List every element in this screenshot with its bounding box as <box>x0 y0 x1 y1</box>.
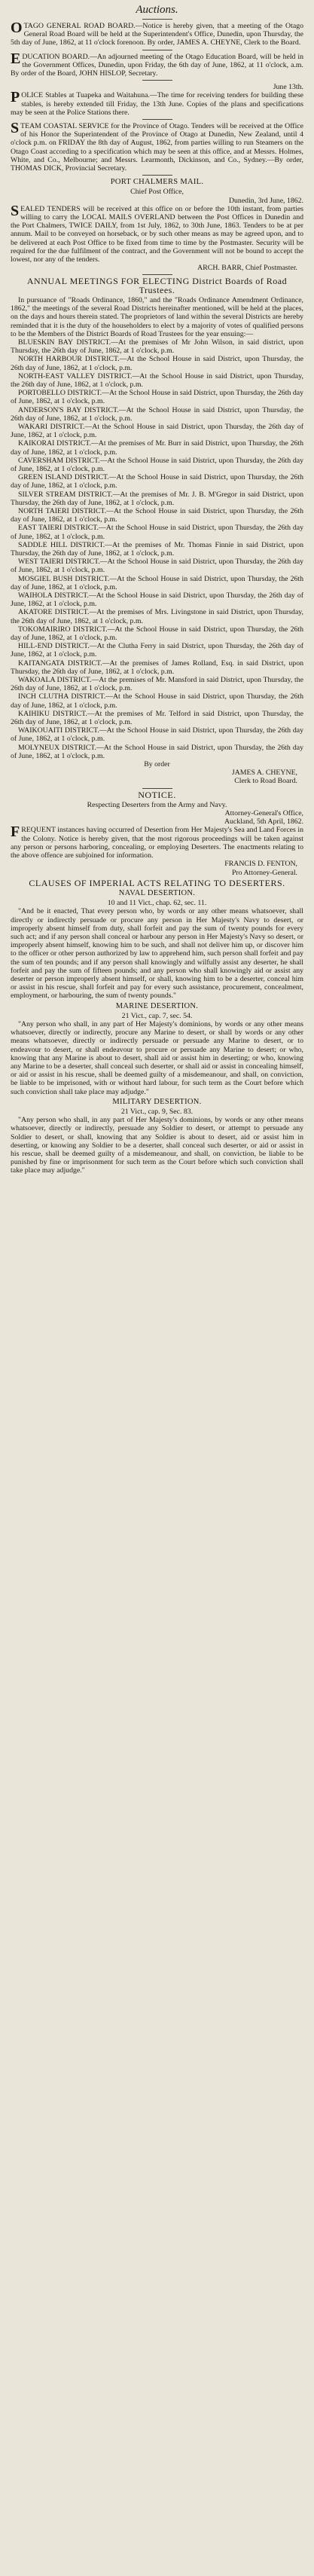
clause-sections <box>11 889 303 1175</box>
divider <box>142 19 172 20</box>
district-entry: KAIHIKU DISTRICT.—At the premises of Mr. Telford in said District, upon Thursday, the 26th day of June, 1862, at 1 o'clock, p.m. <box>11 709 303 727</box>
divider <box>142 274 172 275</box>
notice-title: NOTICE. <box>138 789 176 800</box>
clauses-title: CLAUSES OF IMPERIAL ACTS RELATING TO DESERTERS. <box>29 877 285 888</box>
drop-cap: S <box>11 202 20 219</box>
district-entry: BLUESKIN BAY DISTRICT.—At the premises of Mr John Wilson, in said district, upon Thursday, the 26th day of June, 1862, at 1 o'clock, p.m. <box>11 338 303 356</box>
mail-subtitle: Chief Post Office, <box>130 188 184 197</box>
ad-text: DUCATION BOARD.—An adjourned meeting of the Otago Education Board, will be held in the Government Offices, Dunedin, upon Friday, the 6th day of June, 1862, at 11 o'clock, a.m. By order of the Board, JOHN HISLOP, Secretary. <box>11 52 303 78</box>
district-entry: HILL-END DISTRICT.—At the Clutha Ferry in said District, upon Thursday, the 26th day of June, 1862, at 1 o'clock, p.m. <box>11 642 303 659</box>
newspaper-column <box>0 0 314 1175</box>
ad-road-board <box>11 22 303 47</box>
drop-cap: O <box>11 20 23 36</box>
by-order: By order <box>144 760 170 769</box>
district-entry: WEST TAIERI DISTRICT.—At the School House in said District, upon Thursday, the 26th day of June, 1862, at 1 o'clock, p.m. <box>11 558 303 575</box>
ad-text: TAGO GENERAL ROAD BOARD.—Notice is hereby given, that a meeting of the Otago General Road Board will be held at the Superintendent's Office, Dunedin, upon Thursday, the 5th day of June, 1862, at 11 o'clock forenoon. By order, JAMES A. CHEYNE, Clerk to the Board. <box>11 22 303 47</box>
district-entry: NORTH-EAST VALLEY DISTRICT.—At the School House in said District, upon Thursday, the 26th day of June, 1862, at 1 o'clock, p.m. <box>11 371 303 389</box>
ad-port-chalmers-mail <box>11 178 303 272</box>
clause-heading: MARINE DESERTION. <box>115 1001 199 1010</box>
district-entry: KAIKORAI DISTRICT.—At the premises of Mr. Burr in said District, upon Thursday, the 26th day of June, 1862, at 1 o'clock, p.m. <box>11 439 303 457</box>
district-entry: CAVERSHAM DISTRICT.—At the School House in said District, upon Thursday, the 26th day of June, 1862, at 1 o'clock, p.m. <box>11 456 303 473</box>
district-entry: AKATORE DISTRICT.—At the premises of Mrs. Livingstone in said District, upon Thursday, the 26th day of June, 1862, at 1 o'clock, p.m. <box>11 608 303 625</box>
meetings-signature: JAMES A. CHEYNE, <box>231 769 297 778</box>
imperial-clauses <box>11 879 303 1175</box>
ad-text: TEAM COASTAL SERVICE for the Province of Otago. Tenders will be received at the Office of his Honor the Superintendent of the Province of Otago at Dunedin, New Zealand, until 4 o'clock p.m. on FRIDAY the 8th day of August, 1862, from parties willing to run Steamers on the Otago Coast according to a specification which may be seen at this office, and at Messrs. Holmes, White, and Co., Melbourne; and Messrs. Learmonth, Dickinson, and Co., Sydney.—By order, THOMAS DICK, Provincial Secretary. <box>11 122 303 173</box>
district-entry: WAIKOUAITI DISTRICT.—At the School House in said District, upon Thursday, the 26th day of June, 1862, at 1 o'clock, p.m. <box>11 726 303 744</box>
ad-annual-meetings <box>11 277 303 785</box>
ad-steam-coastal <box>11 122 303 173</box>
clause-reference: 21 Vict., cap. 9, Sec. 83. <box>120 1107 194 1116</box>
meetings-title: ANNUAL MEETINGS FOR ELECTING District Boards of Road Trustees. <box>26 276 288 295</box>
drop-cap: P <box>11 89 20 106</box>
district-entry: GREEN ISLAND DISTRICT.—At the School House in said District, upon Thursday, the 26th day of June, 1862, at 1 o'clock, p.m. <box>11 473 303 490</box>
clause-text: "And be it enacted, That every person who, by words or any other means whatsoever, shall directly or indirectly persuade or procure any person in Her Majesty's Navy to desert, or improperly absent himself from duty, shall forfeit and pay the sum of twenty pounds for every such act; and if any person shall conceal or harbour any person in Her Majesty's Navy so desert, or improperly absent himself, knowing him to be such, and shall not deliver him up, or discover him to the officer or other person authorized by law to apprehend him, such person shall forfeit and pay the sum of ten pounds; and if any person shall knowingly and wilfully assist any deserter, he shall forfeit and pay the sum of fifteen pounds; and any person who shall knowingly aid or assist any deserter or person improperly absent himself, or shall, knowing him to be a deserter, conceal him or assist in his rescue, shall forfeit and pay for every such assistance, procurement, concealment, employment, or harbouring, the sum of twenty pounds." <box>11 907 303 1001</box>
notice-text: REQUENT instances having occurred of Desertion from Her Majesty's Sea and Land Forces in the Colony. Notice is hereby given, that the most rigorous proceedings will be taken against any person or persons harboring, concealing, or employing Deserters. The enactments relating to the above offence are subjoined for information. <box>11 826 303 860</box>
mail-signature: ARCH. BARR, Chief Postmaster. <box>197 264 297 273</box>
district-entry: NORTH TAIERI DISTRICT.—At the School House in said District, upon Thursday, the 26th day of June, 1862, at 1 o'clock, p.m. <box>11 506 303 524</box>
ad-date: June 13th. <box>273 83 303 92</box>
mail-text: EALED TENDERS will be received at this office on or before the 10th instant, from parties willing to carry the LOCAL MAILS OVERLAND between the Post Offices in Dunedin and the Port Chalmers, TWICE DAILY, from 1st July, 1862, to 30th June, 1863. Tenders to be at per annum. Mail to be conveyed on horseback, or by such other means as may be agreed upon, and to be delivered at each Post Office to be fixed from time to time by the Postmaster. Security will be required for the due fulfilment of the contract, and the Government will not be bound to accept the lowest, nor any of the tenders. <box>11 204 303 264</box>
section-title: Auctions. <box>136 4 178 16</box>
district-entry: INCH CLUTHA DISTRICT.—At the School House in said District, upon Thursday, the 26th day of June, 1862, at 1 o'clock, p.m. <box>11 692 303 710</box>
ad-deserters-notice <box>11 791 303 877</box>
ad-education-board <box>11 50 303 78</box>
drop-cap: F <box>11 824 20 841</box>
divider <box>142 788 172 789</box>
divider <box>142 80 172 81</box>
district-entry: MOLYNEUX DISTRICT.—At the School House in said District, upon Thursday, the 26th day of June, 1862, at 1 o'clock, p.m. <box>11 743 303 760</box>
district-entry: ANDERSON'S BAY DISTRICT.—At the School House in said District, upon Thursday, the 26th day of June, 1862, at 1 o'clock, p.m. <box>11 405 303 423</box>
district-entry: TOKOMAIRIRO DISTRICT.—At the School House in said District, upon Thursday, the 26th day of June, 1862, at 1 o'clock, p.m. <box>11 625 303 643</box>
district-entry: PORTOBELLO DISTRICT.—At the School House in said District, upon Thursday, the 26th day of June, 1862, at 1 o'clock, p.m. <box>11 389 303 406</box>
notice-dateline: Auckland, 5th April, 1862. <box>224 817 303 827</box>
district-list <box>11 338 303 760</box>
ad-text: OLICE Stables at Tuapeka and Waitahuna.—The time for receiving tenders for building these stables, is hereby extended till Friday, the 13th June. Copies of the plans and specifications may be seen at the Police Stations there. <box>11 91 303 117</box>
clause-heading: NAVAL DESERTION. <box>118 888 196 897</box>
drop-cap: E <box>11 50 21 67</box>
district-entry: WAKOALA DISTRICT.—At the premises of Mr. Mansford in said District, upon Thursday, the 26th day of June, 1862, at 1 o'clock, p.m. <box>11 676 303 693</box>
district-entry: KAITANGATA DISTRICT.—At the premises of James Rolland, Esq. in said District, upon Thursday, the 26th day of June, 1862, at 1 o'clock, p.m. <box>11 659 303 676</box>
clause-reference: 10 and 11 Vict., chap. 62, sec. 11. <box>107 899 207 908</box>
notice-subtitle: Respecting Deserters from the Army and Navy. <box>87 800 227 809</box>
ad-police-stables <box>11 83 303 117</box>
notice-signature-title: Pro Attorney-General. <box>231 868 297 877</box>
divider <box>142 175 172 176</box>
notice-office: Attorney-General's Office, <box>224 809 303 818</box>
meetings-signature-title: Clerk to Road Board. <box>234 777 297 786</box>
clause-text: "Any person who shall, in any part of Her Majesty's dominions, by words or any other means whatsoever, directly or indirectly, procure any Marine to desert, or shall by words or any other means whatsoever, directly or indirectly persuade or persuade any Marine to desert, or to endeavour to desert, or shall endeavour to procure or persuade any Marine to desert; or who, knowing that any Marine is about to desert, shall aid or assist him in deserting; or who, knowing any Marine to be a deserter, shall conceal such deserter, or shall aid or assist in concealing himself, or aid or assist in his rescue, shall be deemed guilty of a misdemeanour, and shall, on conviction, be liable to be imprisoned, with or without hard labour, for such term as the Court before which such conviction shall take place may adjudge." <box>11 1019 303 1096</box>
district-entry: MOSGIEL BUSH DISTRICT.—At the School House in said District, upon Thursday, the 26th day of June, 1862, at 1 o'clock, p.m. <box>11 574 303 591</box>
district-entry: NORTH HARBOUR DISTRICT.—At the School House in said District, upon Thursday, the 26th day of June, 1862, at 1 o'clock, p.m. <box>11 355 303 372</box>
mail-title: PORT CHALMERS MAIL. <box>110 178 204 187</box>
notice-signature: FRANCIS D. FENTON, <box>224 860 297 869</box>
district-entry: WAKARI DISTRICT.—At the School House in said District, upon Thursday, the 26th day of June, 1862, at 1 o'clock, p.m. <box>11 422 303 440</box>
district-entry: EAST TAIERI DISTRICT.—At the School House in said District, upon Thursday, the 26th day of June, 1862, at 1 o'clock, p.m. <box>11 524 303 541</box>
meetings-intro: In pursuance of "Roads Ordinance, 1860," and the "Roads Ordinance Amendment Ordinance, 1862," the meetings of the several Road Districts hereinafter mentioned, will be held at the places, on the days and hours therein stated. The proprietors of land within the several Districts are hereby reminded that it is the duty of the householders to elect by a majority of votes of qualified persons to be the Members of the District Boards of Road Trustees for the year ensuing:— <box>11 295 303 338</box>
clause-text: "Any person who shall, in any part of Her Majesty's dominions, by words or any other means whatsoever, directly or indirectly, persuade any Soldier to desert, or attempt to persuade any Soldier to desert, or shall, knowing that any Soldier is about to desert, aid or assist him in deserting, or knowing any Soldier to be a deserter, shall conceal such deserter, or aid or assist in his rescue, shall be deemed guilty of a misdemeanour, and shall, on conviction, be liable to be punished by fine or imprisonment for such term as the Court before which such conviction shall take place may adjudge." <box>11 1116 303 1175</box>
district-entry: SADDLE HILL DISTRICT.—At the premises of Mr. Thomas Finnie in said District, upon Thursday, the 26th day of June, 1862, at 1 o'clock, p.m. <box>11 540 303 558</box>
divider <box>142 119 172 120</box>
clause-reference: 21 Vict., cap. 7, sec. 54. <box>121 1011 193 1020</box>
district-entry: WAIHOLA DISTRICT.—At the School House in said District, upon Thursday, the 26th day of June, 1862, at 1 o'clock, p.m. <box>11 591 303 609</box>
drop-cap: S <box>11 120 20 137</box>
district-entry: SILVER STREAM DISTRICT.—At the premises of Mr. J. B. M'Gregor in said District, upon Thursday, the 26th day of June, 1862, at 1 o'clock, p.m. <box>11 490 303 507</box>
clause-heading: MILITARY DESERTION. <box>112 1097 202 1106</box>
mail-dateline: Dunedin, 3rd June, 1862. <box>228 196 303 205</box>
